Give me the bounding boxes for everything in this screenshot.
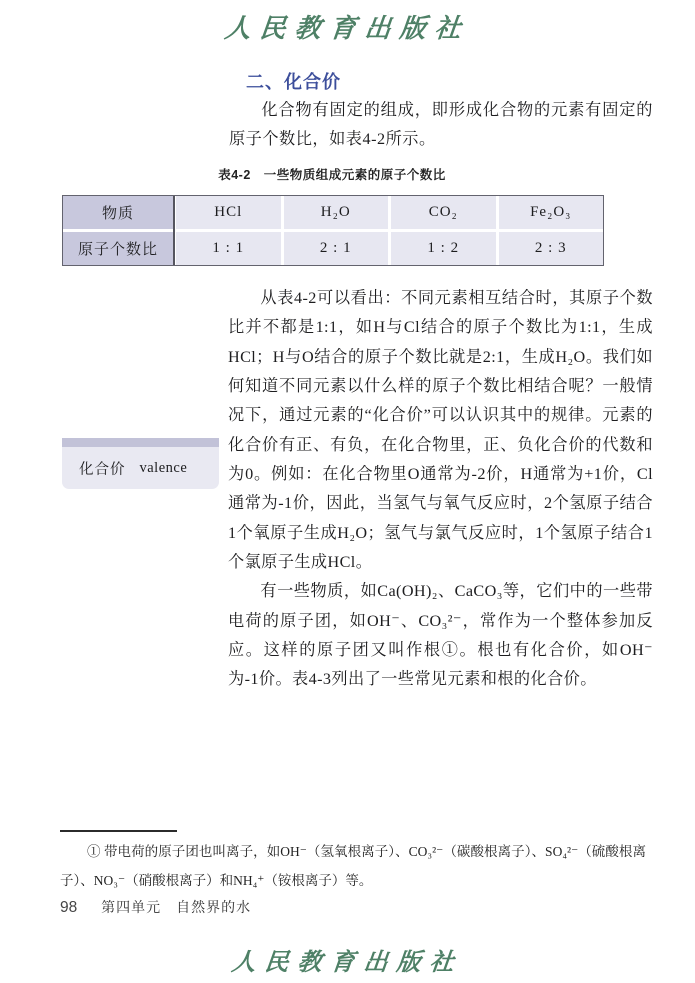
margin-note-translation: valence: [139, 459, 188, 476]
footnote-divider: [60, 830, 177, 832]
table-header-substance: 物质: [63, 196, 173, 229]
table-header-hcl: HCl: [176, 196, 281, 229]
main-text-block: [228, 284, 653, 695]
intro-paragraph: 化合物有固定的组成，即形成化合物的元素有固定的原子个数比，如表4-2所示。: [229, 101, 653, 149]
table-column-divider: [173, 196, 175, 265]
page-number: 98: [60, 899, 78, 916]
margin-note-strip: [62, 438, 219, 447]
footnote-text: ① 带电荷的原子团也叫离子，如OH⁻（氢氧根离子）、CO₃²⁻（碳酸根离子）、SO₄²⁻（硫酸根离子）、NO₃⁻（硝酸根离子）和NH₄⁺（铵根离子）等。: [60, 844, 646, 888]
margin-note: [62, 438, 219, 489]
paragraph-valence-explanation: 从表4-2可以看出：不同元素相互结合时，其原子个数比并不都是1:1，如H与Cl结合的原子个数比为1:1，生成HCl；H与O结合的原子个数比就是2:1，生成H₂O。我们如何知道不同元素以什么样的原子个数比相结合呢？一般情况下，通过元素的“化合价”可以认识其中的规律。元素的化合价有正、有负，在化合物里，正、负化合价的代数和为0。例如：在化合物里O通常为-2价，H通常为+1价，Cl通常为-1价，因此，当氢气与氧气反应时，2个氢原子结合1个氧原子生成H₂O；氢气与氯气反应时，1个氢原子结合1个氯原子生成HCl。: [228, 289, 653, 572]
table-ratio-h2o: 2 : 1: [284, 232, 389, 265]
paragraph-radicals: 有一些物质，如Ca(OH)₂、CaCO₃等，它们中的一些带电荷的原子团，如OH⁻、CO₃²⁻，常作为一个整体参加反应。这样的原子团又叫作根①。根也有化合价，如OH⁻为-1价。表4-3列出了一些常见元素和根的化合价。: [228, 582, 653, 689]
section-heading: 二、化合价: [246, 72, 341, 92]
table-caption: 表4-2 一些物质组成元素的原子个数比: [218, 168, 446, 182]
publisher-logo-bottom: 人民教育出版社: [230, 947, 465, 976]
table-header-fe2o3: Fe₂O₃: [499, 196, 604, 229]
atom-ratio-table: [62, 195, 604, 266]
table-ratio-co2: 1 : 2: [391, 232, 496, 265]
table-header-co2: CO₂: [391, 196, 496, 229]
margin-note-term: 化合价: [79, 461, 126, 478]
margin-note-body: [62, 447, 219, 489]
table-ratio-fe2o3: 2 : 3: [499, 232, 604, 265]
table-row-label: 原子个数比: [63, 232, 173, 265]
publisher-logo-top: 人民教育出版社: [223, 14, 472, 44]
table-ratio-hcl: 1 : 1: [176, 232, 281, 265]
page-footer: [60, 897, 251, 917]
unit-title: 第四单元 自然界的水: [101, 899, 252, 915]
table-header-h2o: H₂O: [284, 196, 389, 229]
